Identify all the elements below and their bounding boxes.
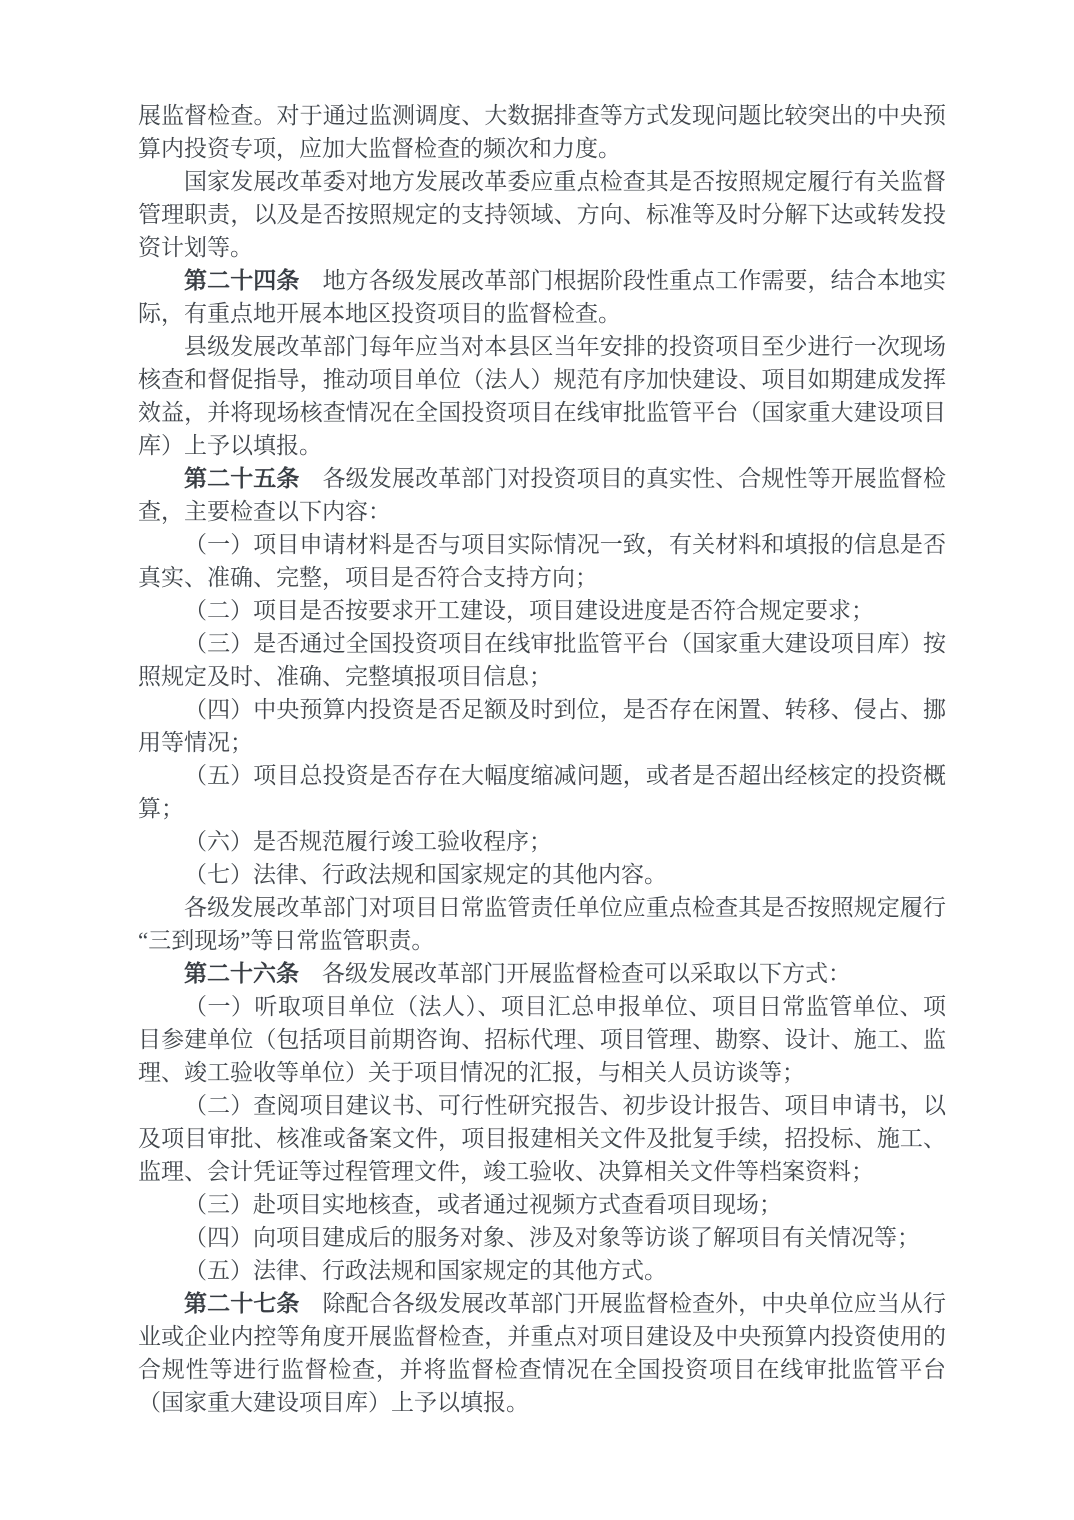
paragraph <box>138 165 946 264</box>
paragraph-text: （四）向项目建成后的服务对象、涉及对象等访谈了解项目有关情况等； <box>184 1225 920 1250</box>
paragraph-text: （一）项目申请材料是否与项目实际情况一致，有关材料和填报的信息是否真实、准确、完整，项目是否符合支持方向； <box>138 532 946 590</box>
paragraph-text: 各级发展改革部门开展监督检查可以采取以下方式： <box>299 961 851 986</box>
paragraph <box>138 858 946 891</box>
paragraph <box>138 594 946 627</box>
document-body <box>138 99 946 1419</box>
paragraph <box>138 759 946 825</box>
paragraph-text: （三）是否通过全国投资项目在线审批监管平台（国家重大建设项目库）按照规定及时、准确、完整填报项目信息； <box>138 631 946 689</box>
paragraph <box>138 1221 946 1254</box>
paragraph-text: （二）查阅项目建议书、可行性研究报告、初步设计报告、项目申请书，以及项目审批、核准或备案文件，项目报建相关文件及批复手续，招投标、施工、监理、会计凭证等过程管理文件，竣工验收、决算相关文件等档案资料； <box>138 1093 946 1184</box>
paragraph <box>138 825 946 858</box>
paragraph-text: （四）中央预算内投资是否足额及时到位，是否存在闲置、转移、侵占、挪用等情况； <box>138 697 946 755</box>
paragraph <box>138 957 946 990</box>
paragraph <box>138 1254 946 1287</box>
paragraph <box>138 462 946 528</box>
paragraph <box>138 627 946 693</box>
paragraph-text: 各级发展改革部门对投资项目的真实性、合规性等开展监督检查，主要检查以下内容： <box>138 466 946 524</box>
paragraph <box>138 1089 946 1188</box>
paragraph <box>138 99 946 165</box>
paragraph-text: 除配合各级发展改革部门开展监督检查外，中央单位应当从行业或企业内控等角度开展监督检查，并重点对项目建设及中央预算内投资使用的合规性等进行监督检查，并将监督检查情况在全国投资项目在线审批监管平台（国家重大建设项目库）上予以填报。 <box>138 1291 946 1415</box>
paragraph-text: （七）法律、行政法规和国家规定的其他内容。 <box>184 862 667 887</box>
paragraph-text: （六）是否规范履行竣工验收程序； <box>184 829 552 854</box>
article-number: 第二十五条 <box>184 466 300 491</box>
article-number: 第二十六条 <box>184 961 299 986</box>
paragraph-text: （二）项目是否按要求开工建设，项目建设进度是否符合规定要求； <box>184 598 874 623</box>
paragraph <box>138 264 946 330</box>
paragraph <box>138 1287 946 1419</box>
paragraph-text: 展监督检查。对于通过监测调度、大数据排查等方式发现问题比较突出的中央预算内投资专项，应加大监督检查的频次和力度。 <box>138 103 946 161</box>
paragraph-text: 各级发展改革部门对项目日常监管责任单位应重点检查其是否按照规定履行“三到现场”等日常监管职责。 <box>138 895 946 953</box>
paragraph-text: （五）项目总投资是否存在大幅度缩减问题，或者是否超出经核定的投资概算； <box>138 763 946 821</box>
paragraph <box>138 528 946 594</box>
paragraph-text: 国家发展改革委对地方发展改革委应重点检查其是否按照规定履行有关监督管理职责，以及是否按照规定的支持领域、方向、标准等及时分解下达或转发投资计划等。 <box>138 169 946 260</box>
paragraph <box>138 891 946 957</box>
article-number: 第二十七条 <box>184 1291 300 1316</box>
paragraph-text: （一）听取项目单位（法人）、项目汇总申报单位、项目日常监管单位、项目参建单位（包括项目前期咨询、招标代理、项目管理、勘察、设计、施工、监理、竣工验收等单位）关于项目情况的汇报，与相关人员访谈等； <box>138 994 946 1085</box>
paragraph <box>138 330 946 462</box>
article-number: 第二十四条 <box>184 268 300 293</box>
paragraph <box>138 1188 946 1221</box>
paragraph-text: （三）赴项目实地核查，或者通过视频方式查看项目现场； <box>184 1192 782 1217</box>
paragraph-text: 地方各级发展改革部门根据阶段性重点工作需要，结合本地实际，有重点地开展本地区投资项目的监督检查。 <box>138 268 946 326</box>
paragraph-text: 县级发展改革部门每年应当对本县区当年安排的投资项目至少进行一次现场核查和督促指导，推动项目单位（法人）规范有序加快建设、项目如期建成发挥效益，并将现场核查情况在全国投资项目在线审批监管平台（国家重大建设项目库）上予以填报。 <box>138 334 946 458</box>
paragraph <box>138 693 946 759</box>
paragraph-text: （五）法律、行政法规和国家规定的其他方式。 <box>184 1258 667 1283</box>
paragraph <box>138 990 946 1089</box>
